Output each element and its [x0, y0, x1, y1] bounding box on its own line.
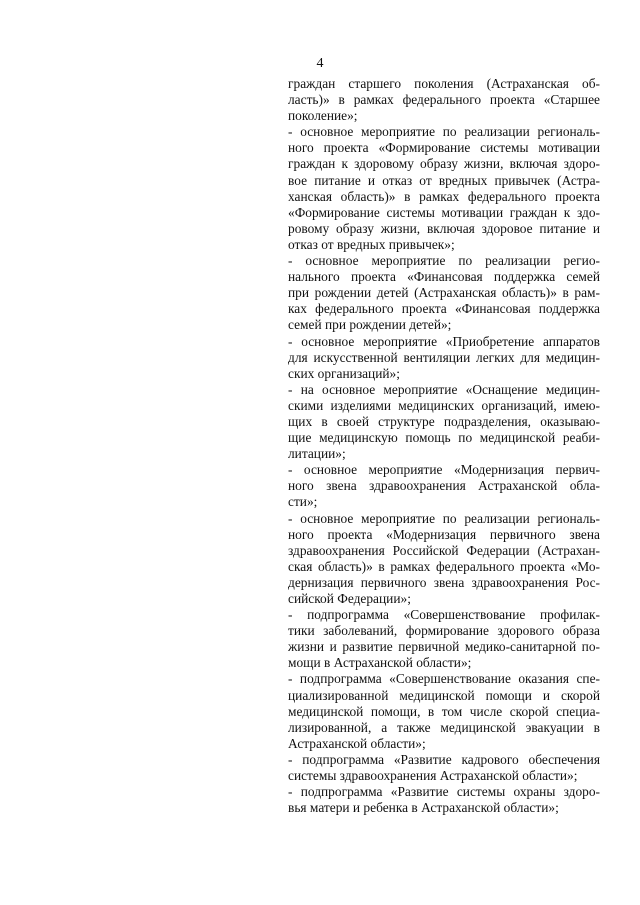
- paragraph: [288, 784, 600, 816]
- text-line: тики заболеваний, формирование здорового образа: [288, 623, 600, 639]
- text-line: - на основное мероприятие «Оснащение медицин-: [288, 381, 600, 397]
- text-line: - основное мероприятие «Модернизация первич-: [288, 462, 600, 478]
- text-line: здравоохранения Российской Федерации (Астрахан-: [288, 542, 600, 558]
- text-line: мощи в Астраханской области»;: [288, 655, 472, 671]
- text-line: поколение»;: [288, 108, 358, 124]
- text-line: - основное мероприятие по реализации региональ-: [288, 124, 600, 140]
- text-line: при рождении детей (Астраханская область)» в рам-: [288, 285, 600, 301]
- text-line: циализированной медицинской помощи и скорой: [288, 687, 600, 703]
- text-line: нального проекта «Финансовая поддержка семей: [288, 269, 600, 285]
- text-line: медицинской помощи, в том числе скорой специа-: [288, 703, 600, 719]
- text-line: ханская область)» в рамках федерального проекта: [288, 188, 600, 204]
- text-line: - подпрограмма «Совершенствование оказания спе-: [288, 671, 600, 687]
- text-line: дернизация первичного звена здравоохранения Рос-: [288, 574, 600, 590]
- text-line: скими изделиями медицинских организаций, имею-: [288, 397, 600, 413]
- text-line: для искусственной вентиляции легких для медицин-: [288, 349, 600, 365]
- paragraph: [288, 511, 600, 608]
- text-line: сти»;: [288, 494, 318, 510]
- text-line: ласть)» в рамках федерального проекта «Старшее: [288, 92, 600, 108]
- paragraph: [288, 752, 600, 784]
- text-line: - основное мероприятие «Приобретение аппаратов: [288, 333, 600, 349]
- paragraph: [288, 382, 600, 462]
- text-line: сийской Федерации»;: [288, 591, 411, 606]
- text-line: граждан к здоровому образу жизни, включая здоро-: [288, 156, 600, 172]
- text-line: отказ от вредных привычек»;: [288, 236, 455, 252]
- text-line: ских организаций»;: [288, 365, 400, 381]
- document-body: [288, 76, 600, 816]
- text-line: ская область)» в рамках федерального проекта «Мо-: [288, 558, 600, 574]
- text-line: граждан старшего поколения (Астраханская об-: [288, 76, 600, 91]
- text-line: ровому образу жизни, включая здоровое питание и: [288, 220, 600, 236]
- text-line: щие медицинскую помощь по медицинской реаби-: [288, 430, 600, 446]
- text-line: - основное мероприятие по реализации регио-: [288, 253, 600, 269]
- text-line: - подпрограмма «Совершенствование профилак-: [288, 607, 600, 623]
- text-line: «Формирование системы мотивации граждан к здо-: [288, 204, 600, 220]
- text-line: ного проекта «Формирование системы мотивации: [288, 140, 600, 156]
- paragraph: [288, 462, 600, 510]
- text-line: литации»;: [288, 446, 346, 462]
- paragraph: [288, 124, 600, 253]
- text-line: семей при рождении детей»;: [288, 317, 452, 333]
- text-line: - подпрограмма «Развитие системы охраны здоро-: [288, 784, 600, 800]
- text-line: ного проекта «Модернизация первичного звена: [288, 526, 600, 542]
- text-line: лизированной, а также медицинской эвакуации в: [288, 719, 600, 735]
- paragraph: [288, 671, 600, 751]
- text-line: вое питание и отказ от вредных привычек (Астра-: [288, 172, 600, 188]
- paragraph: [288, 334, 600, 382]
- text-line: - основное мероприятие по реализации региональ-: [288, 510, 600, 526]
- text-line: системы здравоохранения Астраханской области»;: [288, 768, 578, 784]
- paragraph: [288, 76, 600, 124]
- text-line: ках федерального проекта «Финансовая поддержка: [288, 301, 600, 317]
- text-line: вья матери и ребенка в Астраханской области»;: [288, 800, 559, 816]
- paragraph: [288, 253, 600, 333]
- page-number: 4: [316, 56, 324, 71]
- paragraph: [288, 607, 600, 671]
- text-line: ного звена здравоохранения Астраханской обла-: [288, 478, 600, 494]
- text-line: жизни и развитие первичной медико-санитарной по-: [288, 639, 600, 655]
- text-line: щих в своей структуре подразделения, оказываю-: [288, 413, 600, 429]
- text-line: Астраханской области»;: [288, 735, 426, 751]
- text-line: - подпрограмма «Развитие кадрового обеспечения: [288, 751, 600, 767]
